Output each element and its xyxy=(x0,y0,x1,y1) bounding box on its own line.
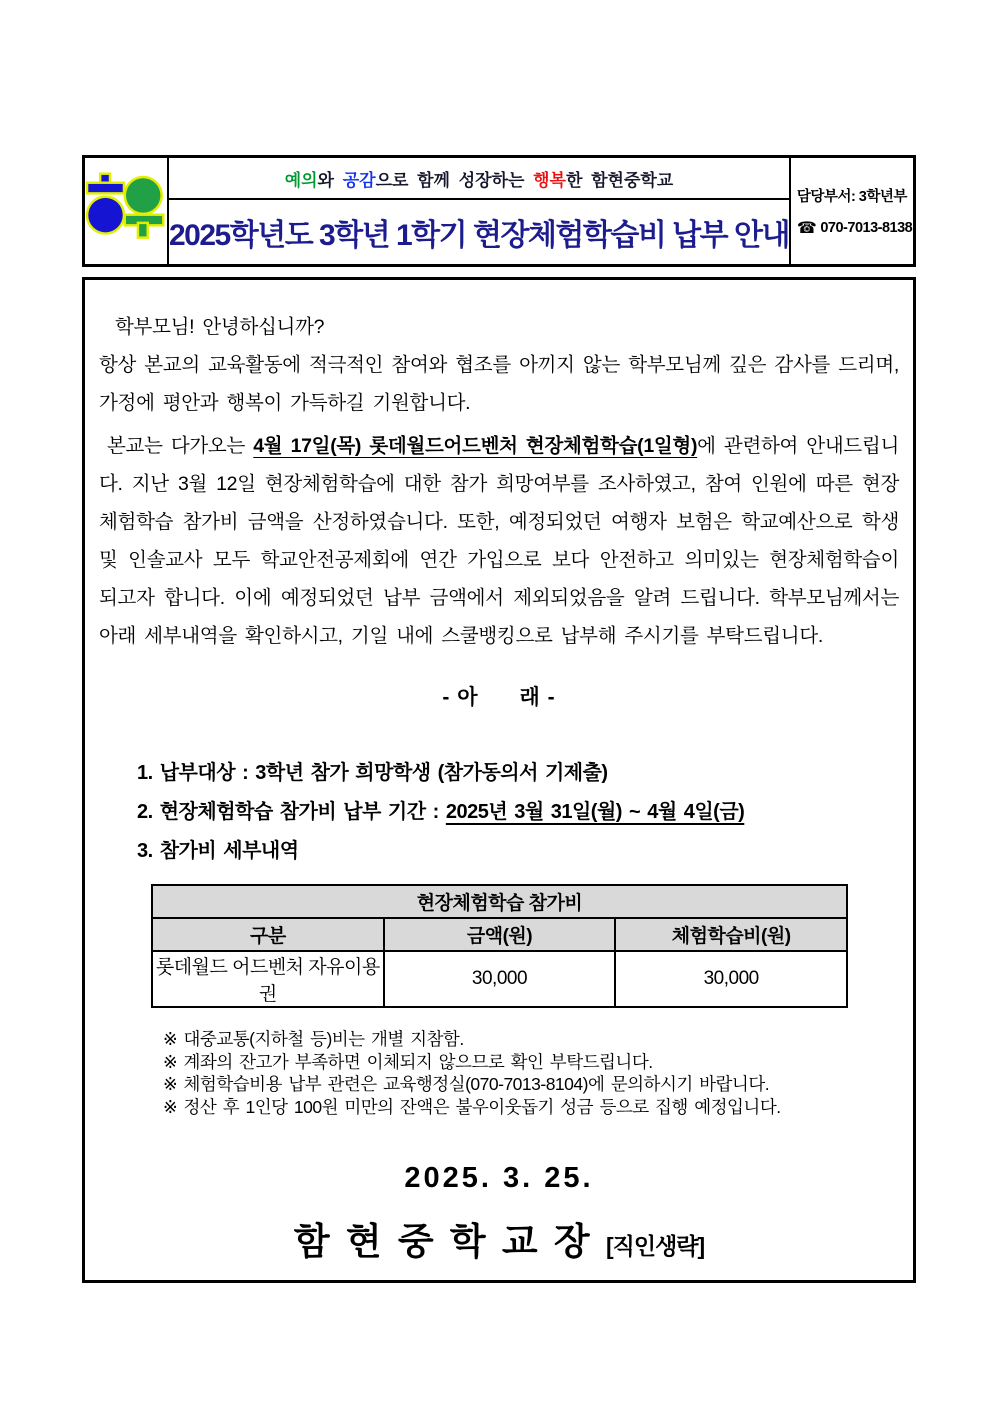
payment-period-emphasis: 2025년 3월 31일(월) ~ 4월 4일(금) xyxy=(445,801,745,823)
fee-table-title-row xyxy=(152,885,847,918)
principal-name: 함 현 중 학 교 장 xyxy=(293,1221,606,1262)
paragraph-thanks: 항상 본교의 교육활동에 적극적인 참여와 협조를 아끼지 않는 학부모님께 깊은 감사를 드리며, 가정에 평안과 행복이 가득하길 기원합니다. xyxy=(99,354,899,414)
paragraph-notice-post: 에 관련하여 안내드립니다. 지난 3월 12일 현장체험학습에 대한 참가 희망여부를 조사하였고, 참여 인원에 따른 현장체험학습 참가비 금액을 산정하였습니다. 또한, 예정되었던 여행자 보험은 학교예산으로 학생 및 인솔교사 모두 학교안전공제회에 연간 가입으로 보다 안전하고 의미있는 현장체험학습이 되고자 합니다. 이에 예정되었던 납부 금액에서 제외되었음을 알려 드립니다. 학부모님께서는 아래 세부내역을 확인하시고, 기일 내에 스쿨뱅킹으로 납부해 주시기를 부탁드립니다. xyxy=(99,435,899,647)
table-row xyxy=(152,951,847,1007)
note-transport: ※ 대중교통(지하철 등)비는 개별 지참함. xyxy=(163,1029,464,1049)
column-header-amount: 금액(원) xyxy=(384,918,616,951)
list-item-payment-target: 1. 납부대상 : 3학년 참가 희망학생 (참가동의서 기제출) xyxy=(137,762,608,784)
column-header-category: 구분 xyxy=(152,918,384,951)
trip-date-emphasis: 4월 17일(목) 롯데월드어드벤처 현장체험학습(1일형) xyxy=(253,435,698,457)
below-section-marker: - 아 래 - xyxy=(442,686,556,709)
phone-number: 070-7013-8138 xyxy=(820,219,913,236)
list-item-payment-period xyxy=(137,802,899,822)
document-header xyxy=(82,155,916,267)
cell-amount: 30,000 xyxy=(384,951,616,1007)
header-center xyxy=(169,158,789,264)
fee-table-title: 현장체험학습 참가비 xyxy=(152,885,847,918)
motto-text: 와 xyxy=(317,170,343,190)
seal-omitted-note: [직인생략] xyxy=(605,1233,705,1259)
issue-date: 2025. 3. 25. xyxy=(404,1162,594,1194)
phone-icon: ☎ xyxy=(796,219,817,237)
signer-line xyxy=(99,1211,899,1265)
page-title: 2025학년도 3학년 1학기 현장체험학습비 납부 안내 xyxy=(169,219,789,252)
greeting: 학부모님! 안녕하십니까? xyxy=(115,316,325,338)
motto-word-empathy: 공감 xyxy=(342,170,376,190)
payment-period-label: 2. 현장체험학습 참가비 납부 기간 : xyxy=(137,801,446,823)
motto-text: 한 함현중학교 xyxy=(565,170,674,190)
document-body xyxy=(82,277,916,1283)
column-header-experience-fee: 체험학습비(원) xyxy=(615,918,847,951)
notes-list xyxy=(163,1028,899,1118)
motto-text: 으로 함께 성장하는 xyxy=(375,170,534,190)
school-motto xyxy=(169,158,789,200)
fee-table xyxy=(151,884,848,1008)
paragraph-notice xyxy=(99,427,899,655)
fee-table-header-row xyxy=(152,918,847,951)
cell-experience-fee: 30,000 xyxy=(615,951,847,1007)
numbered-list xyxy=(137,763,899,861)
school-logo-icon xyxy=(85,170,167,252)
cell-ticket-name: 롯데월드 어드벤처 자유이용권 xyxy=(152,951,384,1007)
phone-line xyxy=(797,218,912,238)
school-logo xyxy=(85,158,169,264)
list-item-fee-detail: 3. 참가비 세부내역 xyxy=(137,840,299,862)
paragraph-notice-pre: 본교는 다가오는 xyxy=(107,435,254,457)
motto-word-courtesy: 예의 xyxy=(284,170,318,190)
department-label: 담당부서: 3학년부 xyxy=(796,188,907,205)
note-settlement: ※ 정산 후 1인당 100원 미만의 잔액은 불우이웃돕기 성금 등으로 집행 예정입니다. xyxy=(163,1096,781,1117)
note-balance: ※ 계좌의 잔고가 부족하면 이체되지 않으므로 확인 부탁드립니다. xyxy=(163,1051,653,1072)
motto-word-happy: 행복 xyxy=(533,170,566,190)
note-contact: ※ 체험학습비용 납부 관련은 교육행정실(070-7013-8104)에 문의하시기 바랍니다. xyxy=(163,1074,770,1094)
contact-info xyxy=(789,158,916,264)
